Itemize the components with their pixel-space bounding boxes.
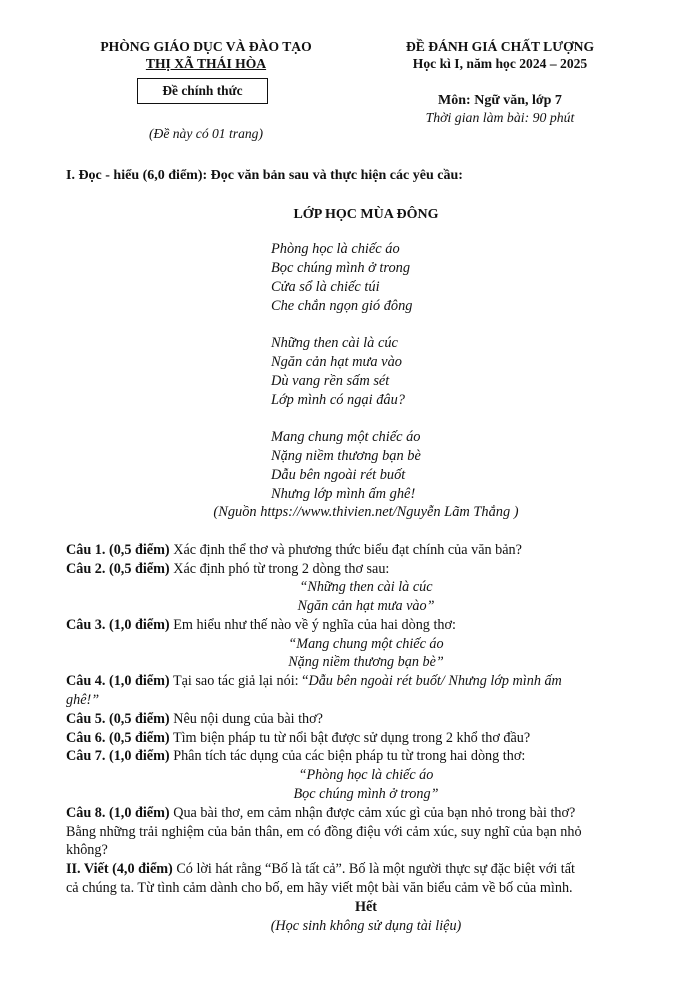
- end-marker: Hết: [354, 899, 378, 915]
- poem-line: Ngăn cản hạt mưa vào: [271, 354, 402, 370]
- question-8-continued: Bằng những trải nghiệm của bản thân, em có đồng điệu với cảm xúc, suy nghĩ của bạn nhỏ: [66, 824, 582, 840]
- question-text: Nêu nội dung của bài thơ?: [169, 711, 323, 727]
- question-quote-line: Nặng niềm thương bạn bè”: [288, 654, 444, 670]
- question-label: Câu 5. (0,5 điểm): [66, 711, 170, 727]
- section2-writing: [66, 860, 666, 879]
- official-exam-box: Đề chính thức: [137, 78, 268, 104]
- question-text: Phân tích tác dụng của các biện pháp tu từ trong hai dòng thơ:: [169, 748, 526, 764]
- exam-time: Thời gian làm bài: 90 phút: [425, 110, 575, 125]
- section2-text: Có lời hát rằng “Bố là tất cả”. Bố là một người thực sự đặc biệt với tất: [172, 861, 575, 877]
- poem-line: Nặng niềm thương bạn bè: [271, 448, 421, 464]
- question-quote-line: “Những then cài là cúc: [299, 579, 433, 595]
- poem-line: Dẫu bên ngoài rét buốt: [271, 467, 406, 483]
- question-4: [66, 672, 666, 691]
- footer-note: (Học sinh không sử dụng tài liệu): [270, 918, 462, 934]
- question-5: [66, 710, 666, 729]
- poem-stanza-3: [271, 428, 421, 504]
- exam-title: ĐỀ ĐÁNH GIÁ CHẤT LƯỢNG: [405, 39, 595, 54]
- poem-stanza-2: [271, 334, 405, 410]
- question-label: Câu 3. (1,0 điểm): [66, 617, 170, 633]
- question-quote-inline: Dẫu bên ngoài rét buốt/ Nhưng lớp mình ấm: [308, 673, 562, 689]
- question-text: Tìm biện pháp tu từ nổi bật được sử dụng trong 2 khổ thơ đầu?: [169, 730, 531, 746]
- question-quote-line: “Mang chung một chiếc áo: [288, 636, 444, 652]
- question-quote-line: “Phòng học là chiếc áo: [298, 767, 434, 783]
- section1-heading: I. Đọc - hiểu (6,0 điểm): Đọc văn bản sau và thực hiện các yêu cầu:: [66, 168, 463, 183]
- poem-line: Lớp mình có ngại đâu?: [271, 392, 405, 408]
- poem-source: (Nguồn https://www.thivien.net/Nguyễn Lãm Thắng ): [213, 504, 519, 520]
- question-text: Em hiểu như thế nào về ý nghĩa của hai dòng thơ:: [169, 617, 456, 633]
- section2-continued: cả chúng ta. Từ tình cảm dành cho bố, em hãy viết một bài văn biểu cảm về bố của mình.: [66, 880, 573, 896]
- question-text: Qua bài thơ, em cảm nhận được cảm xúc gì của bạn nhỏ trong bài thơ?: [169, 805, 576, 821]
- department-name: PHÒNG GIÁO DỤC VÀ ĐÀO TẠO: [100, 39, 312, 54]
- question-1: [66, 541, 666, 560]
- poem-line: Phòng học là chiếc áo: [271, 241, 400, 257]
- poem-title: LỚP HỌC MÙA ĐÔNG: [293, 207, 439, 222]
- question-quote-line: Bọc chúng mình ở trong”: [293, 786, 439, 802]
- question-quote-line: Ngăn cản hạt mưa vào”: [297, 598, 435, 614]
- question-label: Câu 1. (0,5 điểm): [66, 542, 170, 558]
- question-label: Câu 2. (0,5 điểm): [66, 561, 170, 577]
- question-2: [66, 560, 666, 579]
- poem-line: Nhưng lớp mình ấm ghê!: [271, 486, 416, 502]
- question-4-continued: ghê!”: [66, 692, 100, 708]
- section2-label: II. Viết (4,0 điểm): [66, 861, 173, 877]
- town-name: THỊ XÃ THÁI HÒA: [145, 56, 267, 71]
- poem-line: Những then cài là cúc: [271, 335, 398, 351]
- question-3: [66, 616, 666, 635]
- question-6: [66, 729, 666, 748]
- pages-note: (Đề này có 01 trang): [148, 126, 263, 141]
- subject: Môn: Ngữ văn, lớp 7: [438, 93, 562, 108]
- poem-line: Mang chung một chiếc áo: [271, 429, 421, 445]
- poem-line: Bọc chúng mình ở trong: [271, 260, 411, 276]
- question-label: Câu 7. (1,0 điểm): [66, 748, 170, 764]
- poem-line: Cửa sổ là chiếc túi: [271, 279, 380, 295]
- question-label: Câu 4. (1,0 điểm): [66, 673, 170, 689]
- poem-line: Dù vang rền sấm sét: [271, 373, 390, 389]
- question-text: Xác định thể thơ và phương thức biểu đạt chính của văn bản?: [169, 542, 522, 558]
- question-text: Xác định phó từ trong 2 dòng thơ sau:: [169, 561, 390, 577]
- poem-stanza-1: [271, 240, 413, 316]
- question-8: [66, 804, 666, 823]
- question-8-continued: không?: [66, 842, 108, 858]
- poem-line: Che chắn ngọn gió đông: [271, 298, 413, 314]
- question-7: [66, 747, 666, 766]
- question-label: Câu 8. (1,0 điểm): [66, 805, 170, 821]
- question-label: Câu 6. (0,5 điểm): [66, 730, 170, 746]
- question-text: Tại sao tác giả lại nói: “: [169, 673, 309, 689]
- school-year: Học kì I, năm học 2024 – 2025: [412, 56, 588, 71]
